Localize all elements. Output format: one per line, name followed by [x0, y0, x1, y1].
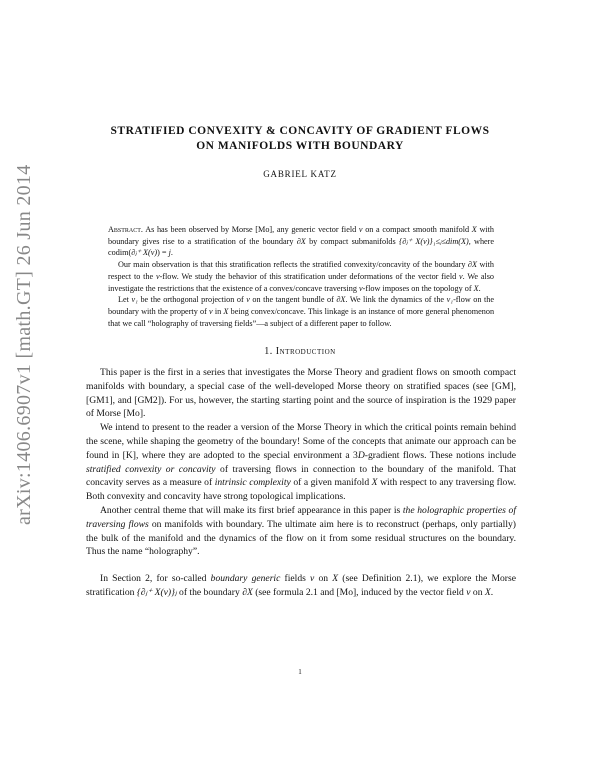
intro-paragraph-2: We intend to present to the reader a version of the Morse Theory in which the critical points remain behind the scene, while shaping the geometry of the boundary! Some of the concepts that animate our approach can be found in [K], where they are adopted to the special environment a 3D-gradient flows. These notions include stratified convexity or concavity of traversing flows in connection to the boundary of the manifold. That concavity serves as a measure of intrinsic complexity of a given manifold X with respect to any traversing flow. Both convexity and concavity have strong topological implications.: [86, 422, 517, 503]
intro-paragraph-3: Another central theme that will make its first brief appearance in this paper is the holographic properties of traversing flows on manifolds with boundary. The ultimate aim here is to reconstruct (perhaps, only partially) the bulk of the manifold and the dynamics of the flow on it from some residual structures on the boundary. Thus the name “holography”.: [86, 504, 516, 558]
abstract-label: Abstract.: [108, 225, 143, 234]
arxiv-identifier: arXiv:1406.6907v1 [math.GT] 26 Jun 2014: [13, 164, 35, 525]
intro-paragraph-1: This paper is the first in a series that investigates the Morse Theory and gradient flows on smooth compact manifolds with boundary, a special case of the well-developed Morse theory on stratified spaces (see [GM], [GM1], and [GM2]). For us, however, the starting starting point and the source of inspiration is the 1929 paper of Morse [Mo].: [86, 367, 516, 420]
abstract: [108, 224, 494, 329]
title-line-1: STRATIFIED CONVEXITY & CONCAVITY OF GRADIENT FLOWS: [110, 125, 490, 137]
abstract-paragraph-2: Our main observation is that this stratification reflects the stratified convexity/concavity of the boundary ∂X with respect to the v-flow. We study the behavior of this stratification under deformations of the vector field v. We also investigate the restrictions that the existence of a convex/concave traversing v-flow imposes on the topology of X.: [108, 260, 495, 293]
introduction-body: [86, 366, 516, 600]
section-heading-introduction: 1. Introduction: [264, 346, 336, 357]
title-line-2: ON MANIFOLDS WITH BOUNDARY: [196, 140, 404, 152]
intro-paragraph-4: In Section 2, for so-called boundary generic fields v on X (see Definition 2.1), we explore the Morse stratification {∂ⱼ⁺ X(v)}ⱼ of the boundary ∂X (see formula 2.1 and [Mo], induced by the vector field v on X.: [86, 573, 516, 598]
paper-title: [60, 124, 540, 154]
page-number: 1: [298, 668, 302, 676]
abstract-paragraph-1: Abstract. As has been observed by Morse [Mo], any generic vector field v on a compact smooth manifold X with boundary gives rise to a stratification of the boundary ∂X by compact submanifolds {∂ⱼ⁺ X(v)}₁≤ⱼ≤dim(X), where codim(∂ⱼ⁺ X(v)) = j.: [108, 225, 495, 258]
abstract-paragraph-3: Let v₁ be the orthogonal projection of v on the tangent bundle of ∂X. We link the dynamics of the v₁-flow on the boundary with the property of v in X being convex/concave. This linkage is an instance of more general phenomenon that we call “holography of traversing fields”—a subject of a different paper to follow.: [108, 295, 495, 328]
author: GABRIEL KATZ: [263, 169, 337, 179]
